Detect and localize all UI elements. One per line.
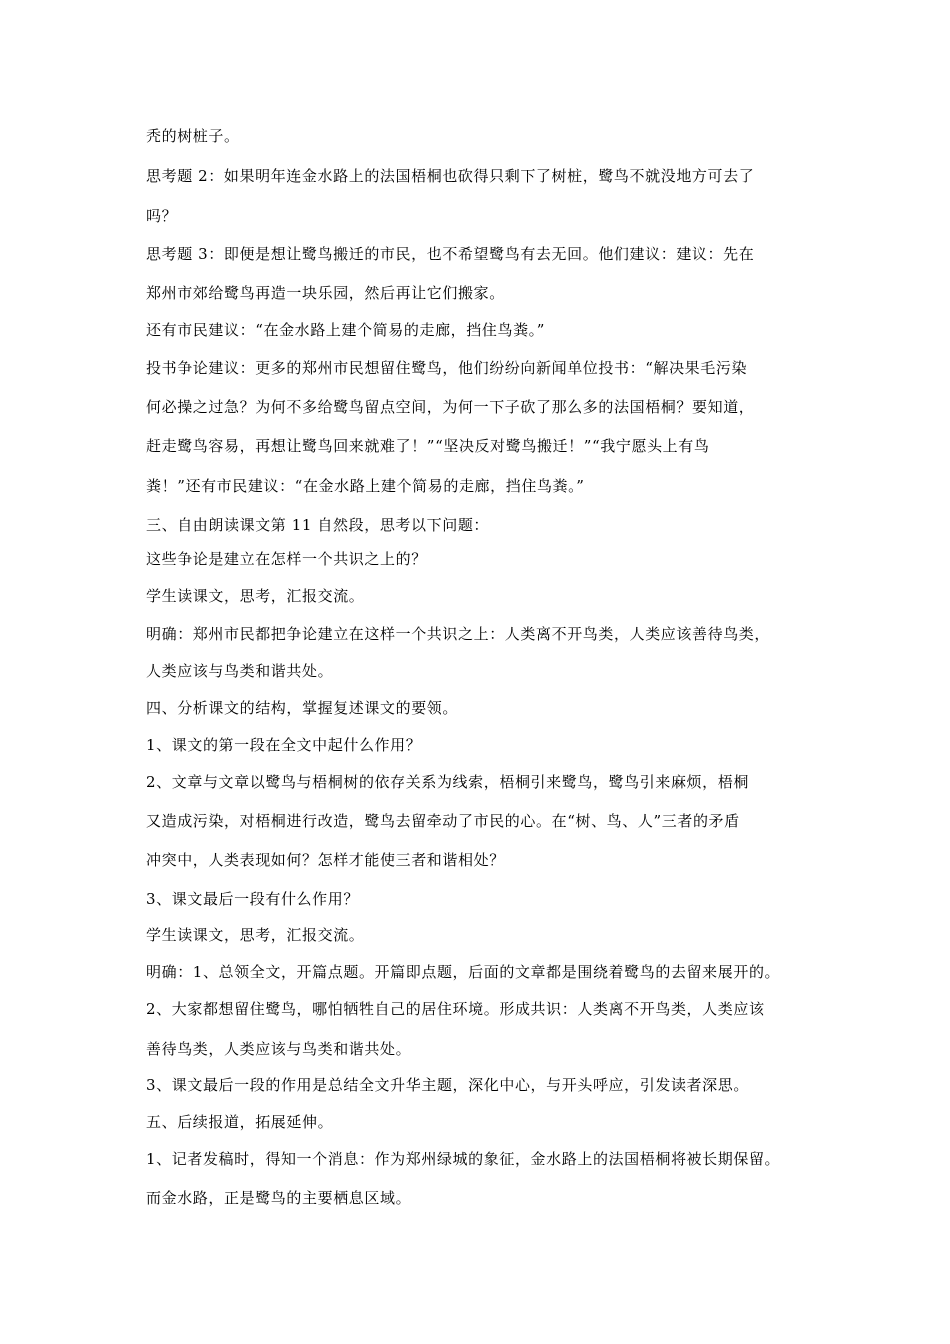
text-line: 1、课文的第一段在全文中起什么作用？ [146,736,422,754]
section-heading: 四、分析课文的结构，掌握复述课文的要领。 [146,699,459,717]
text-line: 3、课文最后一段的作用是总结全文升华主题，深化中心，与开头呼应，引发读者深思。 [146,1076,749,1094]
text-line: 善待鸟类，人类应该与鸟类和谐共处。 [146,1040,412,1058]
text-line: 2、大家都想留住鹭鸟，哪怕牺牲自己的居住环境。形成共识：人类离不开鸟类，人类应该 [146,1000,765,1018]
text-line: 冲突中，人类表现如何？怎样才能使三者和谐相处？ [146,851,505,869]
text-line: 投书争论建议：更多的郑州市民想留住鹭鸟，他们纷纷向新闻单位投书：“解决果毛污染 [146,359,748,377]
text-line: 粪！”还有市民建议：“在金水路上建个简易的走廊，挡住鸟粪。” [146,477,585,495]
text-line: 思考题 3：即便是想让鹭鸟搬迁的市民，也不希望鹭鸟有去无回。他们建议：建议：先在 [146,245,755,263]
text-line: 还有市民建议：“在金水路上建个简易的走廊，挡住鸟粪。” [146,321,546,339]
text-line: 人类应该与鸟类和谐共处。 [146,662,334,680]
text-line: 明确：1、总领全文，开篇点题。开篇即点题，后面的文章都是围绕着鹭鸟的去留来展开的。 [146,963,781,981]
section-heading: 五、后续报道，拓展延伸。 [146,1113,334,1131]
text-line: 郑州市郊给鹭鸟再造一块乐园，然后再让它们搬家。 [146,284,505,302]
text-line: 这些争论是建立在怎样一个共识之上的？ [146,550,427,568]
text-line: 1、记者发稿时，得知一个消息：作为郑州绿城的象征，金水路上的法国梧桐将被长期保留。 [146,1150,781,1168]
text-line: 学生读课文，思考，汇报交流。 [146,926,365,944]
text-line: 秃的树桩子。 [146,127,240,145]
text-line: 学生读课文，思考，汇报交流。 [146,587,365,605]
text-line: 3、课文最后一段有什么作用？ [146,890,359,908]
text-line: 2、文章与文章以鹭鸟与梧桐树的依存关系为线索，梧桐引来鹭鸟，鹭鸟引来麻烦，梧桐 [146,773,749,791]
text-line: 思考题 2：如果明年连金水路上的法国梧桐也砍得只剩下了树桩，鹭鸟不就没地方可去了 [146,167,755,185]
text-line: 赶走鹭鸟容易，再想让鹭鸟回来就难了！”“坚决反对鹭鸟搬迁！”“我宁愿头上有鸟 [146,437,710,455]
text-line: 吗？ [146,207,178,225]
text-line: 而金水路，正是鹭鸟的主要栖息区域。 [146,1189,412,1207]
section-heading: 三、自由朗读课文第 11 自然段，思考以下问题： [146,516,490,534]
text-line: 明确：郑州市民都把争论建立在这样一个共识之上：人类离不开鸟类，人类应该善待鸟类， [146,625,771,643]
text-line: 又造成污染，对梧桐进行改造，鹭鸟去留牵动了市民的心。在“树、鸟、人”三者的矛盾 [146,812,740,830]
text-line: 何必操之过急？为何不多给鹭鸟留点空间，为何一下子砍了那么多的法国梧桐？要知道， [146,398,755,416]
